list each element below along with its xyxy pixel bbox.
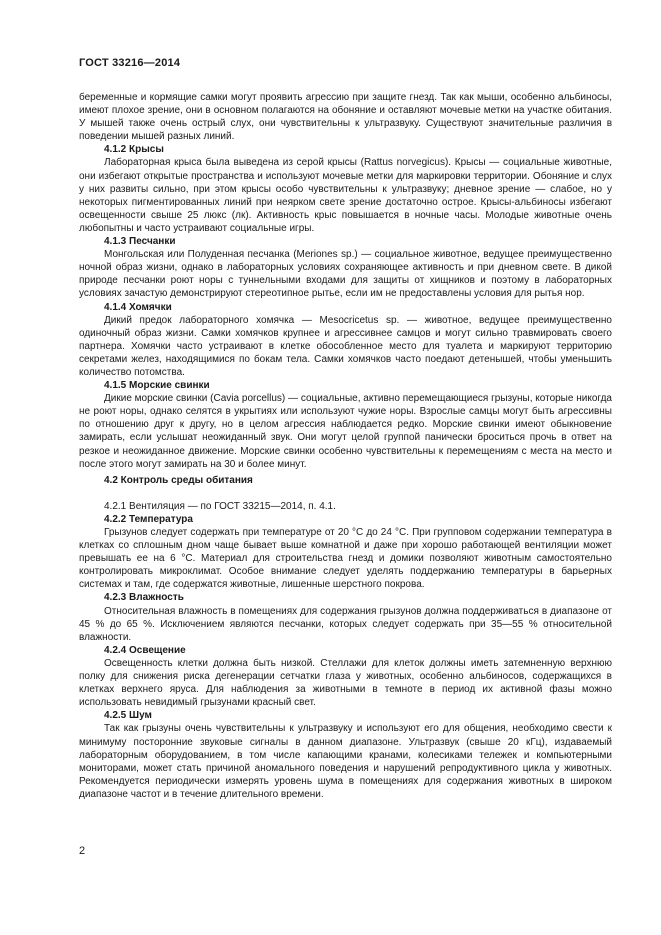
paragraph-lighting: Освещенность клетки должна быть низкой. Стеллажи для клеток должны иметь затемненную верхнюю полку для снижения риска дегенерации сетчатки глаза у животных, особенно альбиносов, содержащихся в клетках верхнего яруса. Для наблюдения за животными в темноте в период их активной фазы можно использовать невидимый грызунами красный свет.	[79, 657, 612, 709]
paragraph-hamsters: Дикий предок лабораторного хомячка — Mesocricetus sp. — животное, ведущее преимущественно одиночный образ жизни. Самки хомячков крупнее и агрессивнее самцов и могут сильно травмировать своего партнера. Хомячки часто устраивают в клетке обособленное место для туалета и маркируют территорию секретами желез, находящимися по бокам тела. Самки хомячков часто поедают детенышей, чтобы уменьшить количество потомства.	[79, 314, 612, 378]
heading-4-2-3: 4.2.3 Влажность	[104, 592, 184, 604]
heading-4-1-2: 4.1.2 Крысы	[104, 144, 164, 156]
paragraph-gerbils: Монгольская или Полуденная песчанка (Meriones sp.) — социальное животное, ведущее преимущественно ночной образ жизни, однако в лабораторных условиях сохраняющее активность и при дневном свете. В дикой природе песчанки роют норы с туннельными входами для защиты от хищников и поэтому в лабораторных условиях зачастую демонстрируют стереотипное рытье, если им не предоставлены условия для рытья нор.	[79, 249, 612, 300]
document-page	[79, 0, 612, 935]
page-number: 2	[79, 845, 86, 857]
heading-4-1-4: 4.1.4 Хомячки	[104, 301, 172, 313]
paragraph-noise: Так как грызуны очень чувствительны к ультразвуку и используют его для общения, необходимо свести к минимуму посторонние звуковые сигналы в данном диапазоне. Ультразвук (свыше 20 кГц), издаваемый лабораторным оборудованием, в том числе капающими кранами, колесиками тележек и компьютерными мониторами, может стать причиной аномального поведения и нарушений репродуктивного цикла у животных. Рекомендуется периодически измерять уровень шума в помещениях для содержания животных в широком диапазоне частот и в течение длительного времени.	[79, 723, 612, 800]
paragraph-temperature: Грызунов следует содержать при температуре от 20 °С до 24 °С. При групповом содержании температура в клетках со сплошным дном чаще бывает выше комнатной и даже при хорошо работающей вентиляции может превышать ее на 6 °С. Материал для строительства гнезд и домики позволяют животным самостоятельно контролировать микроклимат. Особое внимание следует уделять поддержанию температуры в барьерных системах и там, где содержатся животные, лишенные шерстного покрова.	[79, 527, 612, 591]
heading-4-1-3: 4.1.3 Песчанки	[104, 236, 176, 248]
paragraph-humidity: Относительная влажность в помещениях для содержания грызунов должна поддерживаться в диапазоне от 45 % до 65 %. Исключением являются песчанки, которых следует содержать при 35—55 % относительной влажности.	[79, 605, 612, 643]
heading-4-2-5: 4.2.5 Шум	[104, 710, 152, 722]
standard-header: ГОСТ 33216—2014	[79, 57, 181, 69]
paragraph-continuation: беременные и кормящие самки могут проявить агрессию при защите гнезд. Так как мыши, особенно альбиносы, имеют плохое зрение, они в основном полагаются на обоняние и оставляют мочевые метки на участке обитания. У мышей также очень острый слух, они чувствительны к ультразвуку. Существуют значительные различия в поведении мышей разных линий.	[79, 92, 612, 143]
heading-4-1-5: 4.1.5 Морские свинки	[104, 380, 210, 392]
heading-4-2-4: 4.2.4 Освещение	[104, 644, 186, 656]
heading-4-2: 4.2 Контроль среды обитания	[104, 474, 253, 486]
paragraph-ventilation: 4.2.1 Вентиляция — по ГОСТ 33215—2014, п. 4.1.	[104, 500, 336, 512]
heading-4-2-2: 4.2.2 Температура	[104, 513, 193, 525]
document-body	[79, 91, 612, 801]
paragraph-guinea-pigs: Дикие морские свинки (Cavia porcellus) — социальные, активно перемещающиеся грызуны, которые никогда не роют норы, однако селятся в укрытиях или используют чужие норы. Взрослые самцы могут быть агрессивны по отношению друг к другу, но в целом агрессия наблюдается редко. Морские свинки имеют обыкновение замирать, если услышат неожиданный звук. Они могут целой группой панически броситься прочь в ответ на резкое и неожиданное движение. Морские свинки особенно чувствительны к перемещениям с места на место и после этого могут замирать на 30 и более минут.	[79, 393, 612, 470]
paragraph-rats: Лабораторная крыса была выведена из серой крысы (Rattus norvegicus). Крысы — социальные животные, они избегают открытые пространства и используют мочевые метки для маркировки территории. Обоняние и слух у них развиты сильно, при этом крысы особо чувствительны к ультразвуку; дневное зрение — слабое, но у некоторых пигментированных линий при неярком свете зрение достаточно острое. Крысы-альбиносы избегают освещенности свыше 25 люкс (лк). Активность крыс повышается в ночные часы. Молодые животные очень любопытны и часто устраивают социальные игры.	[79, 157, 612, 234]
